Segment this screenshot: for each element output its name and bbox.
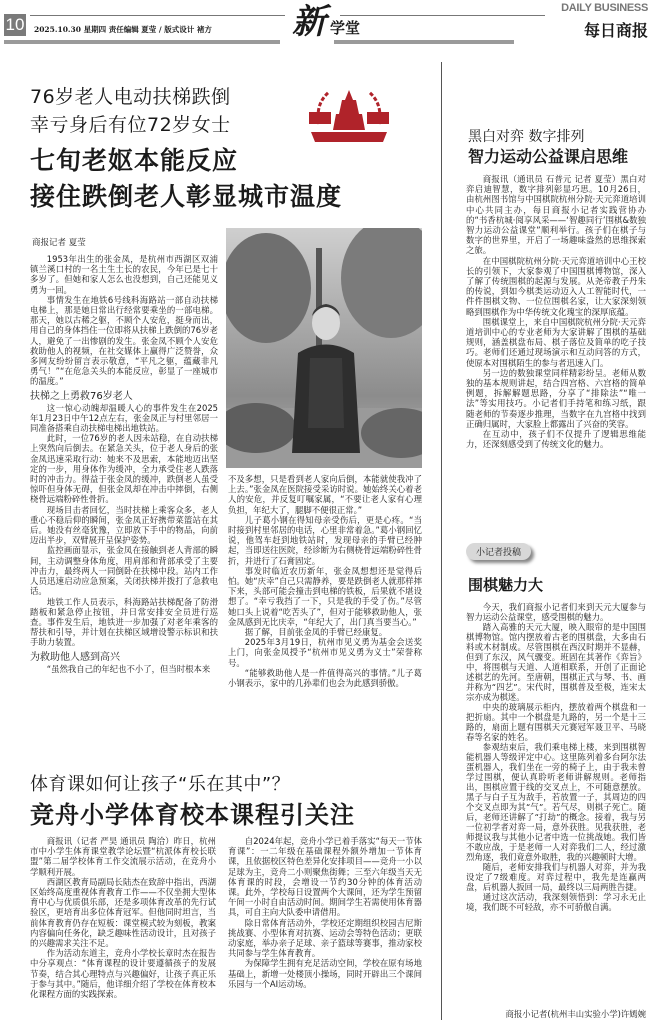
paragraph: 事发时临近农历新年，张金凤想想还是觉得后怕。她“庆幸”自己只需静养，要是跌倒老人就那样摔下来，头部可能会撞击到电梯的铁板，后果就不堪设想了。“幸亏我挡了一下，只是我的手受了伤。”尽管她口头上说着“吃苦头了”，但对于能够救助他人，张金凤感到无比庆幸，“年纪大了，出门真当要当心。” [228, 565, 422, 627]
student-signature: 商报小记者(杭州丰山实验小学)许嫣婉 [505, 1009, 646, 1019]
right-title: 智力运动公益课启思维 [468, 147, 629, 166]
student-reporter-tag: 小记者投稿 [466, 543, 531, 560]
paragraph: 作为活动东道主，竞舟小学校长章时杰在报告中分享观点：“体育课程的设计要遵循孩子的发展节奏，结合其心理特点与兴趣偏好，让孩子真正乐于参与其中。”随后，他详细介绍了学校在体育校本化课程方面的实践探索。 [30, 948, 216, 1000]
paragraph: 中央的玻璃展示柜内，摆放着两个棋盘和一把折扇。其中一个棋盘是九路的，另一个是十三路的，扇面上题有围棋天元赛冠军聂卫平、马晓春等名家的姓名。 [466, 702, 646, 742]
paragraph: 在中国棋院杭州分院·天元弈道培训中心王校长的引领下，大家参观了中国围棋博物馆，深入了解了传统围棋的起源与发展。从尧帝教子丹朱的传说，到如今棋类运动迈入人工智能时代，一件件围棋文物、一位位围棋名家，让大家深刻领略到围棋作为中华传统文化瑰宝的深厚底蕴。 [466, 255, 646, 317]
bottom-title: 竞舟小学体育校本课程引关注 [30, 801, 355, 829]
photo-elderly-woman [226, 228, 422, 468]
column-divider [441, 62, 442, 1020]
paragraph: 儿子葛小钢在得知母亲受伤后，更是心疼。“当时接到村里邻居的电话，心里非常着急。”葛小钢回忆说，他驾车赶到地铁站时，发现母亲的手臂已经肿起，当即送往医院，经诊断为右侧桡骨远端粉碎性骨折，并进行了石膏固定。 [228, 514, 422, 566]
paragraph: “虽然我自己的年纪也不小了，但当时根本来 [46, 663, 211, 674]
bottom-right-column [228, 836, 422, 1020]
paragraph: 西湖区教育局副局长陆杰在致辞中指出，西湖区始终高度重视体育教育工作——不仅坐拥大型体育中心与优质俱乐部，还是多项体育改革的先行试验区，更培育出多位体育冠军。但他同时坦言，当前体育教育仍存在短板：课堂模式较为刻板，教案内容偏向任务化，缺乏趣味性活动设计，且对孩子的兴趣需求关注不足。 [30, 876, 216, 949]
main-title-1: 七旬老妪本能反应 [30, 146, 239, 175]
main-title-2: 接住跌倒老人彰显城市温度 [30, 182, 343, 211]
header-rule-right [340, 15, 545, 16]
section-name: 学堂 [330, 19, 361, 37]
paragraph: 今天，我们商报小记者们来到天元大厦参与智力运动公益课堂，感受围棋的魅力。 [466, 602, 646, 622]
paragraph: 1953年出生的张金凤，是杭州市西湖区双浦镇兰溪口村的一名土生土长的农民，今年已是七十多岁了。但她和家人怎么也没想到，自己还能见义勇为一回。 [30, 254, 218, 295]
paragraph: 2025年3月19日，杭州市见义勇为基金会送奖上门，向张金凤授予“杭州市见义勇为义士”荣誉称号。 [228, 637, 422, 668]
subhead: 扶梯之上勇救76岁老人 [30, 390, 133, 402]
paragraph: 通过这次活动，我深刻领悟到：学习永无止境，我们既不可轻敌，亦不可骄傲自满。 [466, 892, 646, 912]
subhead: 为救助他人感到高兴 [30, 651, 120, 663]
paragraph: 参观结束后，我们乘电梯上楼，来到围棋智能机器人等级评定中心。这里陈列着多台阿尔法蛋机器人，我们坐在一旁的椅子上，由于我未曾学过围棋，便认真聆听老师讲解规则。老师指出，围棋应置于线的交叉点上，不可随意摆放。黑子与白子互为敌手，若放置一子，其周边的四个交叉点即为其“气”。若气尽，则棋子死亡。随后，老师还讲解了“打劫”的概念。接着，我与另一位初学者对弈一局，意外获胜。见我获胜，老师提议我与其他小记者中选一位挑战她。我们皆不敢应战，于是老师一人对弈我们二人，经过激烈角逐，我们竟意外取胜，我的兴趣顿时大增。 [466, 742, 646, 862]
student-article-body [466, 602, 646, 1006]
header-rule-right-thick [334, 40, 514, 44]
page-number: 10 [5, 15, 25, 34]
main-byline: 商报记者 夏莹 [32, 238, 86, 248]
paragraph: 据了解，目前张金凤的手臂已经康复。 [244, 627, 388, 638]
paragraph: 随后，老师安排我们与机器人对弈，并为我设定了7级难度。对弈过程中，我先是连赢两盘，后机器人扳回一局，最终以三局两胜告捷。 [466, 862, 646, 892]
paper-name-cn: 每日商报 [583, 21, 648, 40]
paragraph: 不及多想，只是看到老人家向后倒，本能就使我冲了上去。”张金凤在医院接受采访时说。她始终关心着老人的安危，并反复叮嘱家属，“不要让老人家有心理负担，年纪大了，腿脚不便很正常。” [228, 474, 422, 515]
paragraph: 为保障学生拥有充足活动空间，学校在原有场地基础上，新增一处楼顶小操场，同时开辟出三个课间乐园与一个AI运动场。 [228, 958, 422, 989]
paragraph: 地铁工作人员表示，科海路站扶梯配备了防滑踏板和紧急停止按钮，并日常安排安全员进行巡查。事件发生后，地铁进一步加强了对老年乘客的帮扶和引导，并计划在扶梯区域增设警示标识和扶手助力装置。 [30, 596, 218, 648]
paper-name-en: DAILY BUSINESS [561, 2, 648, 14]
paragraph: 现场目击者回忆，当时扶梯上乘客众多，老人重心不稳后仰的瞬间，张金凤正好携带菜篮站在其后。她没有丝毫犹豫，立即放下手中的物品，向前迈出半步，双臂展开呈保护姿势。 [30, 504, 218, 546]
paragraph: 商报讯（通讯员 石普元 记者 夏莹）黑白对弈启迪智慧，数字排列彰显巧思。10月26日，由杭州图书馆与中国棋院杭州分院·天元弈道培训中心共同主办，每日商报小记者实践营协办的“书香杭城·阅享风采——‘智趣同行’围棋&数独智力运动公益课堂”顺利举行。孩子们在棋子与数字的世界里，开启了一场趣味盎然的思维探索之旅。 [466, 174, 646, 256]
bottom-left-column [30, 836, 216, 1020]
hangzhou-story-stamp [305, 84, 393, 150]
main-middle-column [228, 474, 422, 766]
main-left-column [30, 254, 218, 766]
paragraph: 自2024年起，竞舟小学已着手落实“每天一节体育课”：一二年级在基础课程外额外增加一节体育课，且依据校区特色差异化安排项目——竞舟一小以足球为主，竞舟二小则聚焦街舞；三至六年级当天无体育课的时段，会增设一节约30分钟的体育活动课。此外，学校每日设置两个大课间，还为学生预留午间一小时自由活动时间。期间学生若需使用体育器具，可自主向大队委申请借用。 [228, 836, 422, 918]
paragraph: 除日常体育活动外，学校还定期组织校园吉尼斯挑战赛、小型体育对抗赛、运动会等特色活动；更联动家庭，举办亲子足球、亲子篮球等赛事，推动家校共同参与学生体育教育。 [228, 917, 422, 959]
paragraph: 商报讯（记者 严昊 通讯员 陶洽）昨日，杭州市中小学生体育课堂教学论坛暨“杭派体育校长联盟”第二届学校体育工作交流展示活动，在竞舟小学顺利开展。 [30, 836, 216, 877]
paragraph: “能够救助他人是一件值得高兴的事情。”儿子葛小钢表示，家中的几孙辈们也会为此感到骄傲。 [228, 667, 422, 689]
paragraph: 事情发生在地铁6号线科海路站一部自动扶梯电梯上，那是她日常出行经常要乘坐的一部电梯。那天，她以古稀之躯，不顾个人安危，挺身而出，用自己的身体挡住一位即将从扶梯上跌倒的76岁老人，避免了一出惨剧的发生。张金凤不顾个人安危救助他人的视频，在社交媒体上赢得广泛赞誉，众多网友纷纷留言表示敬意，“平凡之躯，蕴藏非凡勇气！”“在危急关头的本能反应，彰显了一座城市的温度。” [30, 294, 218, 387]
paragraph: 这一惊心动魄却温暖人心的事件发生在2025年1月23日中午12点左右，张金凤正与村里邻居一同准备搭乘自动扶梯电梯出地铁站。 [30, 402, 218, 434]
bottom-kicker: 体育课如何让孩子“乐在其中”？ [30, 774, 291, 795]
right-kicker: 黑白对弈 数字排列 [468, 129, 585, 145]
section-logo: 新 [292, 2, 326, 42]
paragraph: 此时，一位76岁的老人因未站稳，在自动扶梯上突然向后倒去。在紧急关头，位于老人身后的张金凤迅速采取行动：她来不及思索，本能地迈出坚定的一步，用身体作为缓冲，全力承受住老人跌落时的冲击力。得益于张金凤的缓冲，跌倒老人虽受惊吓但身体无碍，但张金凤却在冲击中摔倒，右侧桡骨远端粉碎性骨折。 [30, 433, 218, 505]
paragraph: 另一边的数独课堂同样精彩纷呈。老师从数独的基本规则讲起，结合四宫格、六宫格的简单例题，拆解解题思路，分享了“排除法”“唯一法”等实用技巧。小记者们手持笔和练习纸，跟随老师的节奏逐步推理，当数字在九宫格中找到正确归属时，大家脸上都露出了兴奋的笑容。 [466, 367, 646, 429]
main-kicker-2: 幸亏身后有位72岁女士 [30, 114, 231, 136]
header-rule-left-thick [4, 40, 280, 44]
right-article-body [466, 174, 646, 534]
paragraph: 在互动中，孩子们不仅提升了逻辑思维能力，还深刻感受到了传统文化的魅力。 [466, 429, 646, 450]
paragraph: 踏入高雅的天元大厦，映入眼帘的是中国围棋博物馆。馆内摆放着古老的围棋盘，大多由石料或木材制成。尽管围棋在西汉时期并不显赫，但到了东汉，风气骤变。班固在其著作《弈旨》中，将围棋与天道、人道相联系，开创了正面论述棋艺的先河。至唐朝，围棋正式与琴、书、画并称为“四艺”。宋代时，围棋普及至极，连宋太宗亦成为棋迷。 [466, 622, 646, 702]
header-rule-left [30, 15, 285, 16]
student-title: 围棋魅力大 [468, 576, 544, 594]
paragraph: 围棋课堂上，来自中国棋院杭州分院·天元弈道培训中心的专业老师为大家讲解了围棋的基础规则，涵盖棋盘布局、棋子落位及简单的吃子技巧。老师们还通过现场演示和互动问答的方式，使原本对围棋陌生的参与者迅速入门。 [466, 316, 646, 368]
main-kicker-1: 76岁老人电动扶梯跌倒 [30, 86, 231, 108]
paragraph: 监控画面显示，张金凤在接触到老人背部的瞬间，主动调整身体角度，用肩部和背部承受了主要冲击力，最终两人一同倒卧在扶梯中段。站内工作人员迅速启动应急预案，关闭扶梯并拨打了急救电话。 [30, 545, 218, 597]
dateline: 2025.10.30 星期四 责任编辑 夏莹 / 版式设计 褚方 [34, 25, 212, 34]
